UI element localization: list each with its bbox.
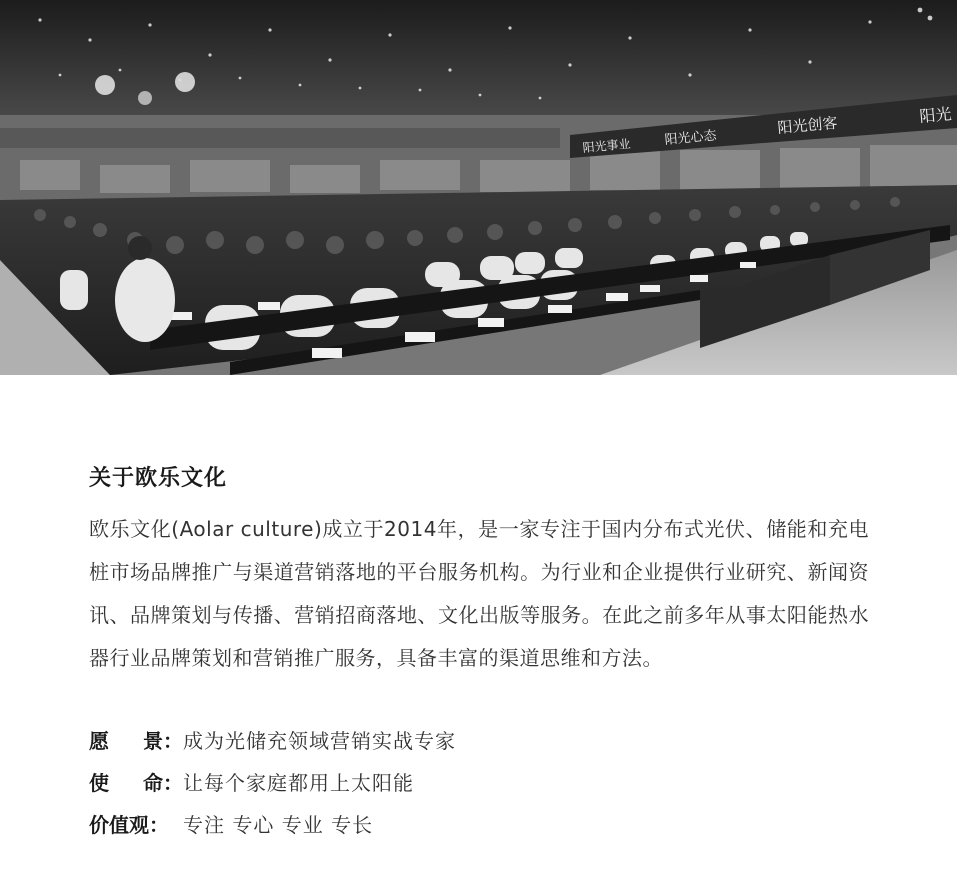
about-section <box>89 462 869 846</box>
conference-photo <box>0 0 957 375</box>
core-values-row <box>89 804 869 846</box>
about-title: 关于欧乐文化 <box>89 466 228 491</box>
banner-text-4: 阳光 <box>918 104 953 126</box>
values-list <box>89 720 869 846</box>
mission-label: 使 命： <box>89 771 183 795</box>
vision-label: 愿 景： <box>89 729 183 753</box>
vision-row <box>89 720 869 762</box>
banner-text-1: 阳光事业 <box>582 136 632 155</box>
core-values-label: 价值观： <box>89 813 169 837</box>
core-values-text: 专注 专心 专业 专长 <box>183 813 374 837</box>
banner-text-3: 阳光创客 <box>776 113 839 137</box>
conference-hall-image <box>0 0 957 375</box>
vision-text: 成为光储充领域营销实战专家 <box>183 729 456 753</box>
mission-text: 让每个家庭都用上太阳能 <box>183 771 414 795</box>
mission-row <box>89 762 869 804</box>
about-description: 欧乐文化(Aolar culture)成立于2014年，是一家专注于国内分布式光伏、储能和充电桩市场品牌推广与渠道营销落地的平台服务机构。为行业和企业提供行业研究、新闻资讯、品牌策划与传播、营销招商落地、文化出版等服务。在此之前多年从事太阳能热水器行业品牌策划和营销推广服务，具备丰富的渠道思维和方法。 <box>89 517 869 670</box>
banner-text-2: 阳光心态 <box>664 128 718 148</box>
